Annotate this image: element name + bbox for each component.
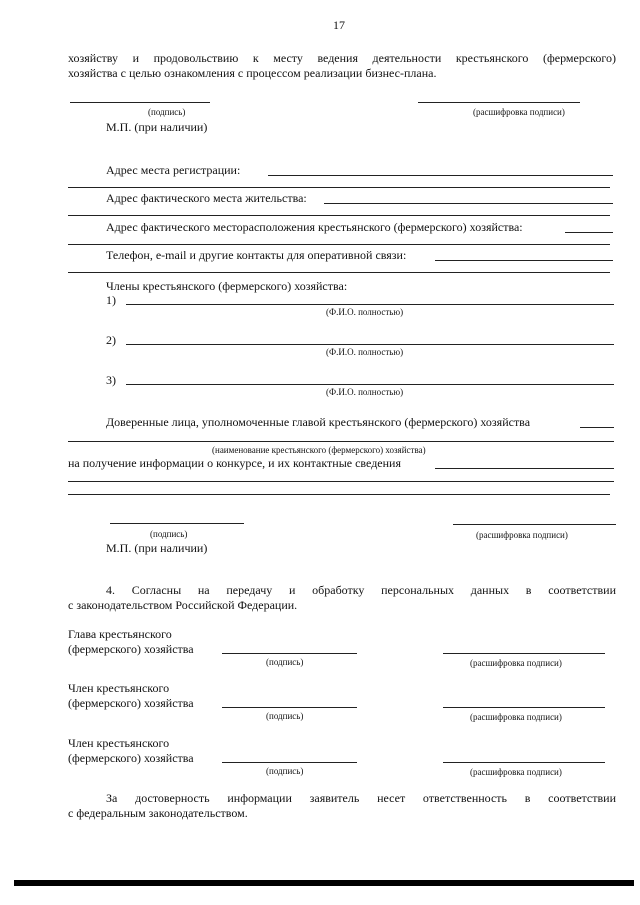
contest-info-field-line3[interactable] xyxy=(68,494,610,495)
page-number: 17 xyxy=(333,18,345,32)
signer-signature-caption: (подпись) xyxy=(266,711,304,721)
trusted-persons-field[interactable] xyxy=(580,427,614,428)
residence-address-field[interactable] xyxy=(324,203,613,204)
signer-signature-caption: (подпись) xyxy=(266,766,304,776)
contacts-field-line2[interactable] xyxy=(68,272,610,273)
signature-caption: (подпись) xyxy=(150,529,188,539)
farm-location-field-line2[interactable] xyxy=(68,244,610,245)
signer-title-line2: (фермерского) хозяйства xyxy=(68,642,194,656)
signer-decode-caption: (расшифровка подписи) xyxy=(470,712,562,722)
farm-location-label: Адрес фактического месторасположения крестьянского (фермерского) хозяйства: xyxy=(106,220,523,234)
members-title: Члены крестьянского (фермерского) хозяйства: xyxy=(106,279,348,293)
signature-line[interactable] xyxy=(70,102,210,103)
signature-decode-caption: (расшифровка подписи) xyxy=(476,530,568,540)
signer-decode-caption: (расшифровка подписи) xyxy=(470,767,562,777)
member-number: 3) xyxy=(106,373,116,387)
intro-line-2: хозяйства с целью ознакомления с процессом реализации бизнес-плана. xyxy=(68,66,437,80)
signer-signature-line[interactable] xyxy=(222,707,357,708)
farm-name-field[interactable] xyxy=(68,441,614,442)
farm-location-field[interactable] xyxy=(565,232,613,233)
contacts-field[interactable] xyxy=(435,260,613,261)
responsibility-line-2: с федеральным законодательством. xyxy=(68,806,248,820)
consent-line-1: 4. Согласны на передачу и обработку персональных данных в соответствии xyxy=(106,583,616,597)
member-name-field[interactable] xyxy=(126,384,614,385)
signer-signature-caption: (подпись) xyxy=(266,657,304,667)
member-name-caption: (Ф.И.О. полностью) xyxy=(326,347,404,357)
signer-title: Член крестьянского xyxy=(68,681,170,695)
signature-decode-line[interactable] xyxy=(453,524,616,525)
responsibility-line-1: За достоверность информации заявитель несет ответственность в соответствии xyxy=(106,791,616,805)
residence-address-field-line2[interactable] xyxy=(68,215,610,216)
member-name-caption: (Ф.И.О. полностью) xyxy=(326,387,404,397)
signer-title-line2: (фермерского) хозяйства xyxy=(68,696,194,710)
page-bottom-bar xyxy=(14,880,634,886)
registration-address-field[interactable] xyxy=(268,175,613,176)
signer-title: Глава крестьянского xyxy=(68,627,172,641)
registration-address-label: Адрес места регистрации: xyxy=(106,163,241,177)
signer-title: Член крестьянского xyxy=(68,736,170,750)
registration-address-field-line2[interactable] xyxy=(68,187,610,188)
intro-line-1: хозяйству и продовольствию к месту ведения деятельности крестьянского (фермерского) xyxy=(68,51,616,65)
signature-decode-caption: (расшифровка подписи) xyxy=(473,107,565,117)
member-number: 1) xyxy=(106,293,116,307)
signature-caption: (подпись) xyxy=(148,107,186,117)
stamp-label: М.П. (при наличии) xyxy=(106,541,208,555)
signer-signature-line[interactable] xyxy=(222,762,357,763)
farm-name-caption: (наименование крестьянского (фермерского) хозяйства) xyxy=(212,445,426,455)
contest-info-field-line2[interactable] xyxy=(68,481,614,482)
signer-signature-line[interactable] xyxy=(222,653,357,654)
residence-address-label: Адрес фактического места жительства: xyxy=(106,191,307,205)
signer-decode-line[interactable] xyxy=(443,707,605,708)
signature-decode-line[interactable] xyxy=(418,102,580,103)
trusted-persons-label: Доверенные лица, уполномоченные главой крестьянского (фермерского) хозяйства xyxy=(106,415,531,429)
member-name-field[interactable] xyxy=(126,304,614,305)
member-number: 2) xyxy=(106,333,116,347)
contacts-label: Телефон, e-mail и другие контакты для оперативной связи: xyxy=(106,248,407,262)
signer-decode-line[interactable] xyxy=(443,653,605,654)
member-name-field[interactable] xyxy=(126,344,614,345)
signer-title-line2: (фермерского) хозяйства xyxy=(68,751,194,765)
contest-info-label: на получение информации о конкурсе, и их контактные сведения xyxy=(68,456,401,470)
stamp-label: М.П. (при наличии) xyxy=(106,120,208,134)
signer-decode-caption: (расшифровка подписи) xyxy=(470,658,562,668)
consent-line-2: с законодательством Российской Федерации. xyxy=(68,598,298,612)
member-name-caption: (Ф.И.О. полностью) xyxy=(326,307,404,317)
signer-decode-line[interactable] xyxy=(443,762,605,763)
signature-line[interactable] xyxy=(110,523,244,524)
contest-info-field[interactable] xyxy=(435,468,614,469)
